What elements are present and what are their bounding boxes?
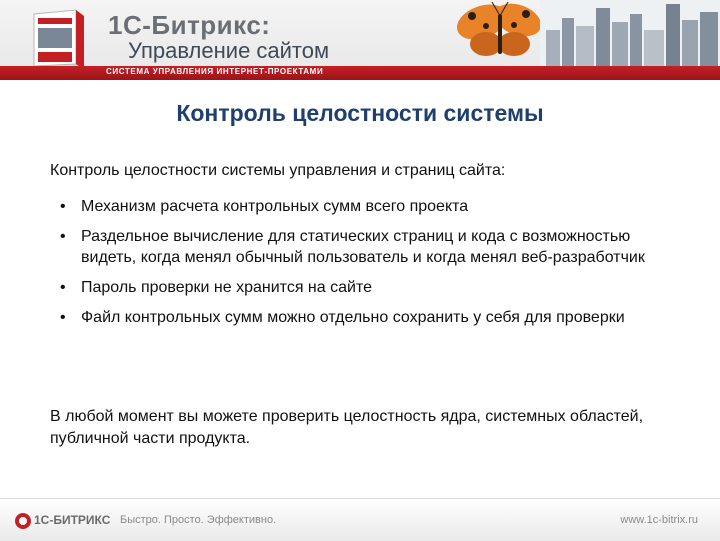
footer xyxy=(0,498,720,541)
bullet-text: Пароль проверки не хранится на сайте xyxy=(81,279,372,296)
intro-text: Контроль целостности системы управления и страниц сайта: xyxy=(50,162,506,179)
bullet-list xyxy=(54,196,674,337)
product-subtitle: Управление сайтом xyxy=(128,38,330,63)
header-red-bar xyxy=(0,66,720,80)
bullet-text: Раздельное вычисление для статических страниц и кода с возможностью видеть, когда менял обычный пользователь и когда менял веб-разработчик xyxy=(81,228,645,266)
bullet-marker: • xyxy=(60,279,66,296)
bullet-text: Механизм расчета контрольных сумм всего проекта xyxy=(81,198,469,215)
footer-slogan: Быстро. Просто. Эффективно. xyxy=(120,514,277,526)
list-item xyxy=(54,226,674,268)
list-item xyxy=(54,196,674,217)
header-banner xyxy=(0,0,720,80)
city-skyline-image xyxy=(540,0,720,66)
bullet-marker: • xyxy=(60,228,66,245)
footer-brand: 1С-БИТРИКС xyxy=(34,513,111,527)
footer-url-link[interactable]: www.1c-bitrix.ru xyxy=(620,514,698,526)
product-title: 1С-Битрикс: xyxy=(108,10,271,40)
bullet-marker: • xyxy=(60,198,66,215)
list-item xyxy=(54,307,674,328)
conclusion-text: В любой момент вы можете проверить целостность ядра, системных областей, публичной части продукта. xyxy=(50,408,644,447)
bullet-text: Файл контрольных сумм можно отдельно сохранить у себя для проверки xyxy=(81,309,625,326)
list-item xyxy=(54,277,674,298)
butterfly-icon xyxy=(452,0,548,66)
product-box-image xyxy=(30,8,88,74)
bullet-marker: • xyxy=(60,309,66,326)
banner-text: СИСТЕМА УПРАВЛЕНИЯ ИНТЕРНЕТ-ПРОЕКТАМИ xyxy=(106,67,324,76)
bitrix-logo-icon xyxy=(14,512,32,530)
slide-title: Контроль целостности системы xyxy=(176,100,544,126)
